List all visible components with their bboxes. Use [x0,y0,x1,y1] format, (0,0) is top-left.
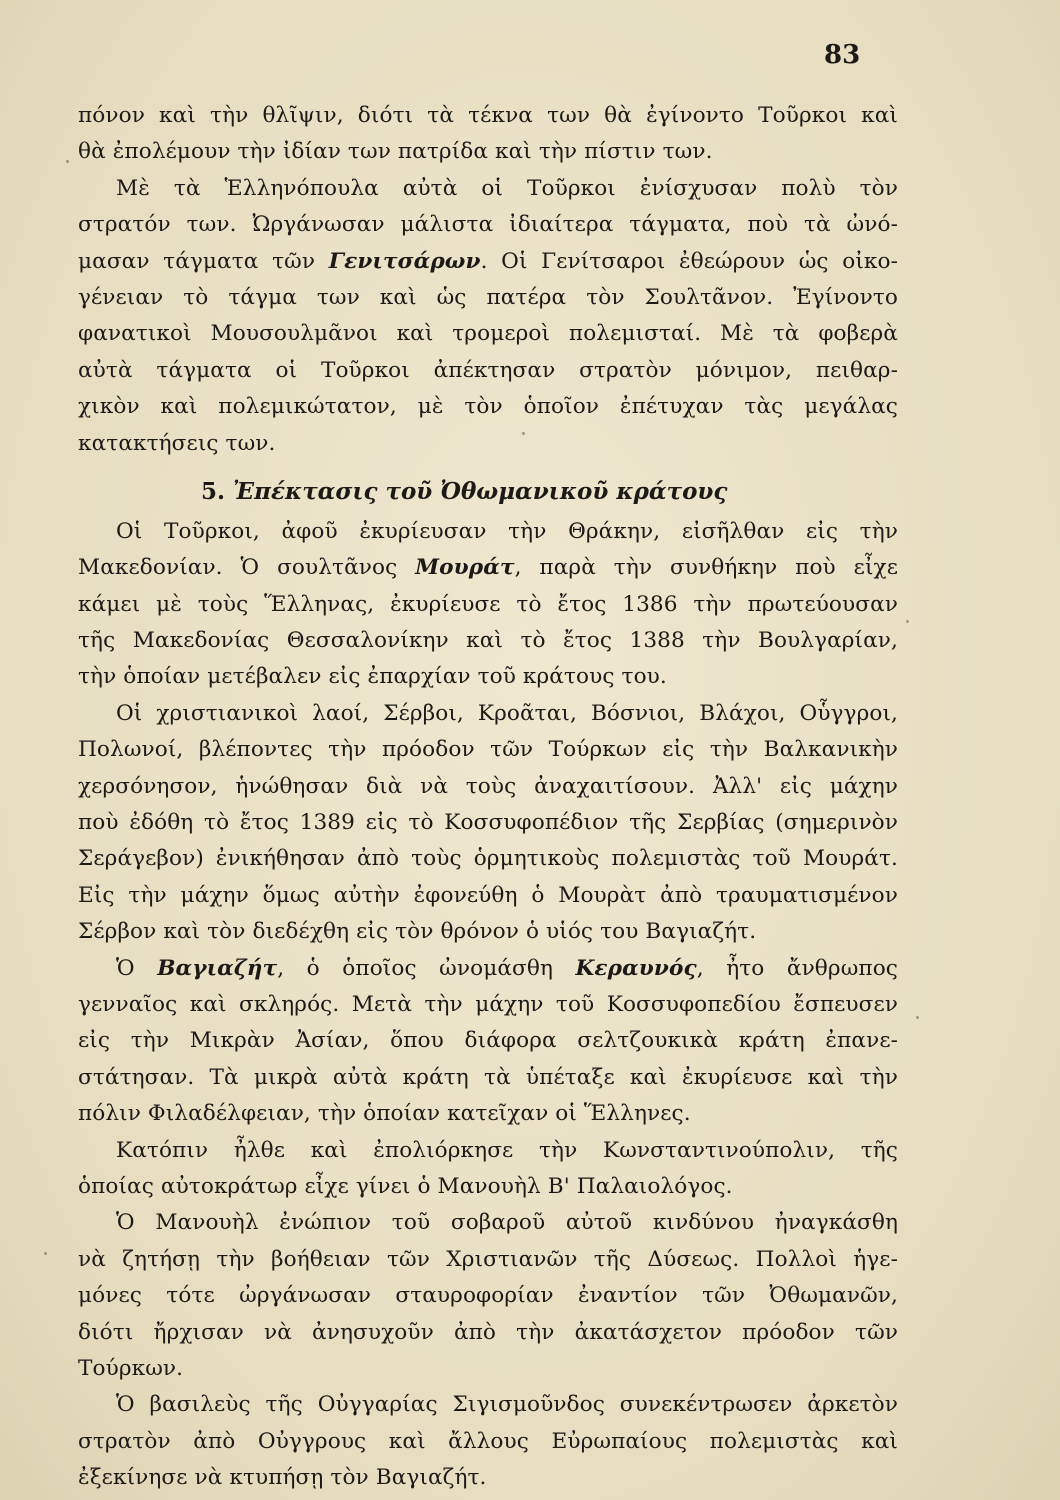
text-line: Μὲ τὰ Ἑλληνόπουλα αὐτὰ οἱ Τοῦρκοι ἐνίσχυσαν πολὺ τὸν [116,175,898,201]
text-line: στρατόν των. Ὠργάνωσαν μάλιστα ἰδιαίτερα τάγματα, ποὺ τὰ ὠνό- [78,212,898,238]
emphasized-term-janissaries: Γενιτσάρων [328,248,481,274]
text-line: χικὸν καὶ πολεμικώτατον, μὲ τὸν ὁποῖον ἐπέτυχαν τὰς μεγάλας [78,394,898,420]
text-line: τῆς Μακεδονίας Θεσσαλονίκην καὶ τὸ ἔτος 1388 τὴν Βουλγαρίαν, [78,628,898,654]
paper-speck [906,620,909,623]
text-line: πόλιν Φιλαδέλφειαν, τὴν ὁποίαν κατεῖχαν οἱ Ἕλληνες. [78,1101,691,1127]
text-line: Ὁ βασιλεὺς τῆς Οὐγγαρίας Σιγισμοῦνδος συνεκέντρωσεν ἀρκετὸν [116,1392,898,1418]
text-line: θὰ ἐπολέμουν τὴν ἰδίαν των πατρίδα καὶ τὴν πίστιν των. [78,139,713,165]
text-line: γενναῖος καὶ σκληρός. Μετὰ τὴν μάχην τοῦ Κοσσυφοπεδίου ἔσπευσεν [78,991,898,1017]
paragraph-8 [78,1387,898,1496]
text-line: Σεράγεβον) ἐνικήθησαν ἀπὸ τοὺς ὁρμητικοὺς πολεμιστὰς τοῦ Μουράτ. [78,846,898,872]
body-text [78,98,898,1496]
paper-speck [44,1252,47,1255]
text-line: αὐτὰ τάγματα οἱ Τοῦρκοι ἀπέκτησαν στρατὸν μόνιμον, πειθαρ- [78,357,898,383]
paper-speck [66,160,69,163]
text-line: στάτησαν. Τὰ μικρὰ αὐτὰ κράτη τὰ ὑπέταξε καὶ ἐκυρίευσε καὶ τὴν [78,1064,898,1090]
text-line [78,244,898,280]
text-fragment: , ὁ ὁποῖος ὠνομάσθη [277,955,576,981]
emphasized-term-bayezid: Βαγιαζήτ [157,955,278,981]
text-line: εἰς τὴν Μικρὰν Ἀσίαν, ὅπου διάφορα σελτζουκικὰ κράτη ἐπανε- [78,1028,898,1054]
paragraph-1 [78,98,898,171]
paragraph-4 [78,696,898,951]
text-line: Σέρβον καὶ τὸν διεδέχθη εἰς τὸν θρόνον ὁ υἱός του Βαγιαζήτ. [78,919,757,945]
text-line: ποὺ ἐδόθη τὸ ἔτος 1389 εἰς τὸ Κοσσυφοπέδιον τῆς Σερβίας (σημερινὸν [78,810,898,836]
text-line: ἐξεκίνησε νὰ κτυπήσῃ τὸν Βαγιαζήτ. [78,1465,487,1491]
paragraph-5 [78,951,898,1133]
text-line: στρατὸν ἀπὸ Οὐγγρους καὶ ἄλλους Εὐρωπαίους πολεμιστὰς καὶ [78,1428,898,1454]
text-line: χερσόνησον, ἡνώθησαν διὰ νὰ τοὺς ἀναχαιτίσουν. Ἀλλ' εἰς μάχην [78,773,898,799]
page-number: 83 [824,40,861,70]
paper-speck [916,1016,919,1019]
section-number: 5. [201,477,226,505]
text-line: Οἱ Τοῦρκοι, ἀφοῦ ἐκυρίευσαν τὴν Θράκην, εἰσῆλθαν εἰς τὴν [116,518,898,544]
text-line [78,951,898,987]
text-fragment: μασαν τάγματα τῶν [78,248,329,274]
text-line: νὰ ζητήσῃ τὴν βοήθειαν τῶν Χριστιανῶν τῆς Δύσεως. Πολλοὶ ἡγε- [78,1246,898,1272]
emphasized-term-murad: Μουράτ [415,555,515,581]
text-line: φανατικοὶ Μουσουλμᾶνοι καὶ τρομεροὶ πολεμισταί. Μὲ τὰ φοβερὰ [78,321,898,347]
text-line: Πολωνοί, βλέποντες τὴν πρόοδον τῶν Τούρκων εἰς τὴν Βαλκανικὴν [78,737,898,763]
text-fragment: , παρὰ τὴν συνθήκην ποὺ εἶχε [514,555,898,581]
paragraph-6 [78,1133,898,1206]
paragraph-7 [78,1205,898,1387]
text-line [78,550,898,586]
text-line: Κατόπιν ἦλθε καὶ ἐπολιόρκησε τὴν Κωνσταντινούπολιν, τῆς [116,1137,898,1163]
text-line: Τούρκων. [78,1355,184,1381]
text-line: ὁποίας αὐτοκράτωρ εἶχε γίνει ὁ Μανουὴλ Β' Παλαιολόγος. [78,1173,733,1199]
section-heading [78,462,898,514]
paper-speck [522,432,525,435]
text-line: διότι ἤρχισαν νὰ ἀνησυχοῦν ἀπὸ τὴν ἀκατάσχετον πρόοδον τῶν [78,1319,898,1345]
paragraph-2 [78,171,898,462]
text-line: κατακτήσεις των. [78,430,276,456]
text-line: πόνον καὶ τὴν θλῖψιν, διότι τὰ τέκνα των θὰ ἐγίνοντο Τοῦρκοι καὶ [78,103,898,128]
text-line: κάμει μὲ τοὺς Ἕλληνας, ἐκυρίευσε τὸ ἔτος 1386 τὴν πρωτεύουσαν [78,591,898,617]
text-fragment: Μακεδονίαν. Ὁ σουλτᾶνος [78,555,416,581]
text-line: Οἱ χριστιανικοὶ λαοί, Σέρβοι, Κροᾶται, Βόσνιοι, Βλάχοι, Οὗγγροι, [116,700,898,726]
text-line: γένειαν τὸ τάγμα των καὶ ὡς πατέρα τὸν Σουλτᾶνον. Ἐγίνοντο [78,284,898,310]
text-fragment: Ὁ [116,955,158,981]
text-line: Ὁ Μανουὴλ ἐνώπιον τοῦ σοβαροῦ αὐτοῦ κινδύνου ἠναγκάσθη [116,1210,898,1236]
text-fragment: , ἦτο ἄνθρωπος [696,955,898,981]
text-line: μόνες τότε ὠργάνωσαν σταυροφορίαν ἐναντίον τῶν Ὀθωμανῶν, [78,1283,898,1309]
section-title: Ἐπέκτασις τοῦ Ὀθωμανικοῦ κράτους [233,477,728,505]
text-line: Εἰς τὴν μάχην ὅμως αὐτὴν ἐφονεύθη ὁ Μουρὰτ ἀπὸ τραυματισμένον [78,882,898,908]
paragraph-3 [78,514,898,696]
emphasized-term-thunderbolt: Κεραυνός [575,955,697,981]
text-fragment: . Οἱ Γενίτσαροι ἐθεώρουν ὡς οἰκο- [480,248,898,274]
text-line: τὴν ὁποίαν μετέβαλεν εἰς ἐπαρχίαν τοῦ κράτους του. [78,664,667,690]
